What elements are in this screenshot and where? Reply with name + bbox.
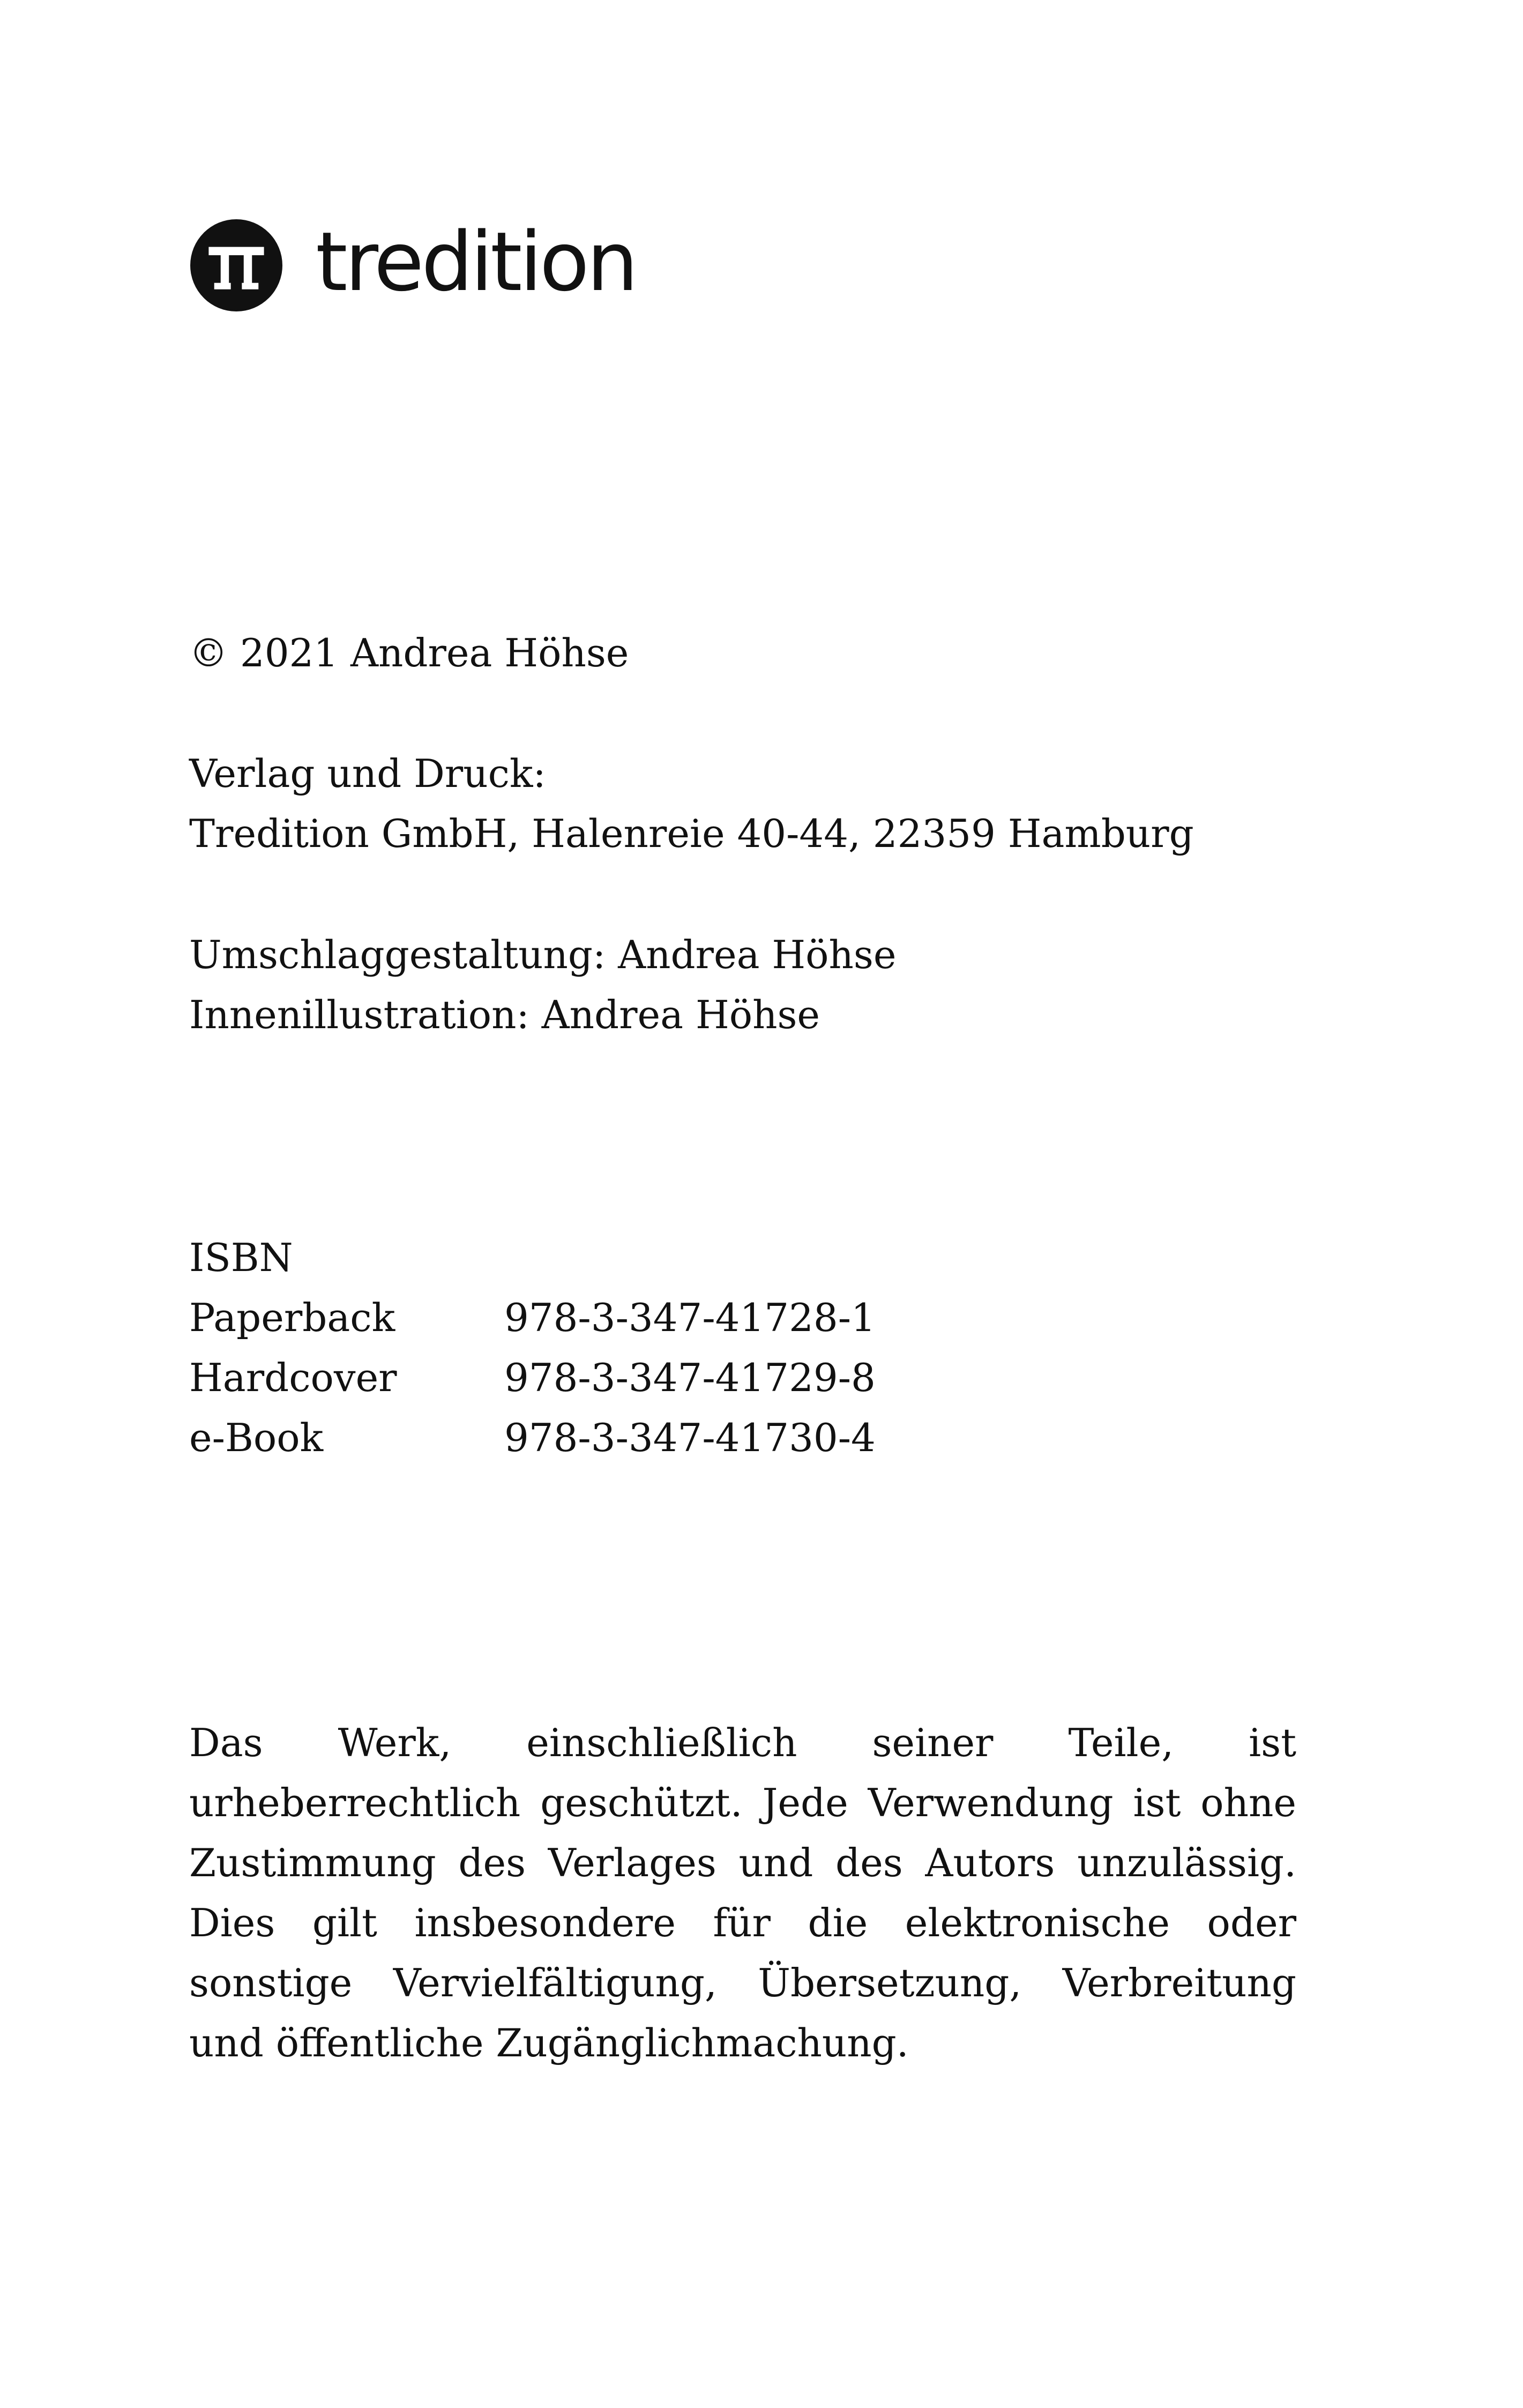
isbn-list (189, 1228, 876, 1468)
publisher-logo (190, 214, 636, 314)
isbn-row (189, 1408, 876, 1468)
isbn-format: Paperback (189, 1295, 395, 1340)
isbn-heading: ISBN (189, 1235, 293, 1280)
cover-design-credit: Umschlaggestaltung: Andrea Höhse (189, 932, 897, 977)
isbn-row (189, 1348, 876, 1408)
tredition-logo-icon (190, 219, 282, 311)
publisher-wordmark: tredition (316, 214, 636, 309)
legal-notice: Das Werk, einschließlich seiner Teile, ist urheberrechtlich geschützt. Jede Verwendung ist ohne Zustimmung des Verlages und des Autors unzulässig. Dies gilt insbesondere für die elektronische oder sonstige Vervielfältigung, Übersetzung, Verbreitung und öffentliche Zugänglichmachung. (189, 1720, 1296, 2065)
illustration-credit: Innenillustration: Andrea Höhse (189, 992, 820, 1037)
isbn-row (189, 1288, 876, 1348)
isbn-number: 978-3-347-41728-1 (504, 1295, 876, 1340)
isbn-number: 978-3-347-41730-4 (504, 1415, 876, 1460)
publisher-address: Tredition GmbH, Halenreie 40-44, 22359 Hamburg (189, 811, 1194, 856)
publisher-label: Verlag und Druck: (189, 751, 546, 796)
credits (189, 925, 896, 1045)
isbn-number: 978-3-347-41729-8 (504, 1355, 876, 1400)
publisher-info (189, 744, 1194, 864)
copyright-notice: © 2021 Andrea Höhse (189, 630, 629, 675)
isbn-format: Hardcover (189, 1355, 397, 1400)
isbn-format: e-Book (189, 1415, 324, 1460)
